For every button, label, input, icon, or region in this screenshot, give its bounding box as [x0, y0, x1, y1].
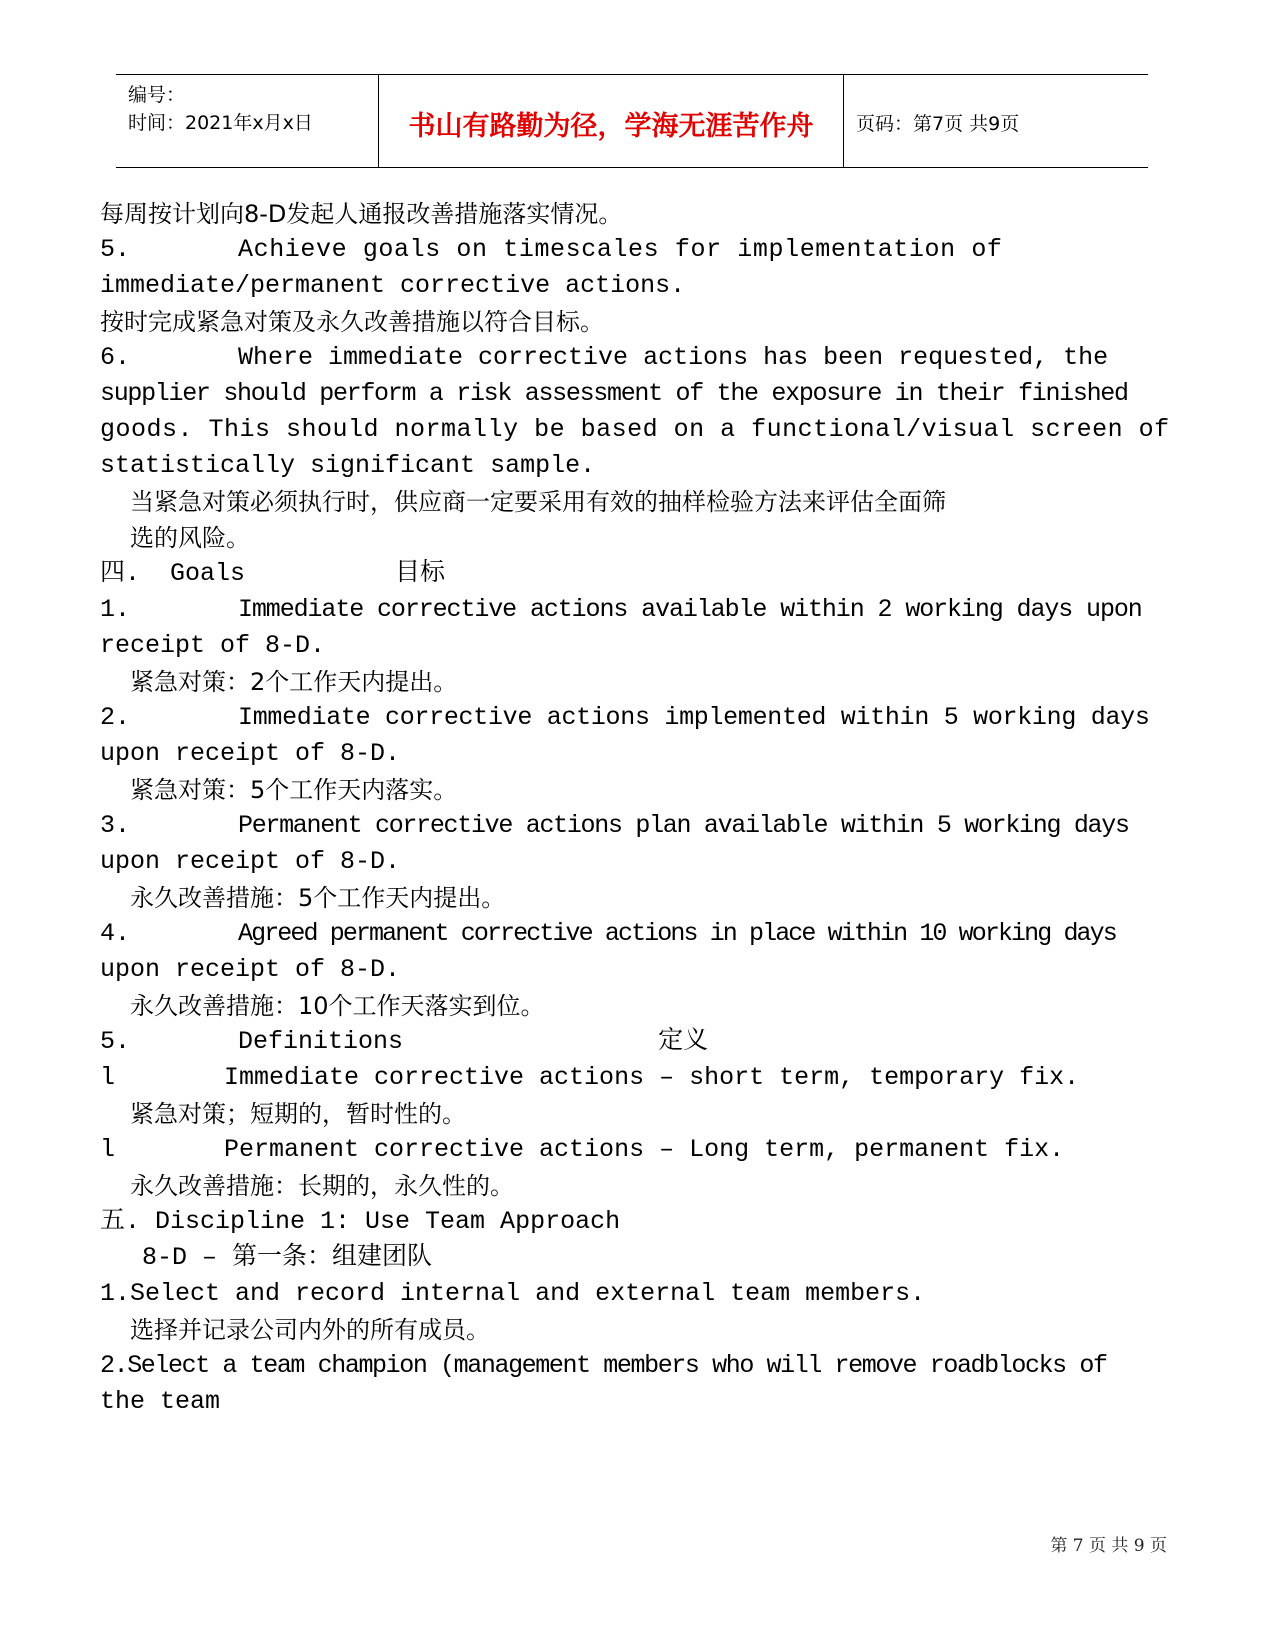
body-line: 1. Immediate corrective actions available within 2 working days upon [100, 595, 1142, 624]
section-heading-definitions: 5. Definitions 定义 [100, 1027, 709, 1056]
document-time-label: 时间：2021年x月x日 [128, 112, 313, 134]
body-line: 选择并记录公司内外的所有成员。 [130, 1316, 490, 1344]
body-line: 4. Agreed permanent corrective actions in place within 10 working days [100, 919, 1116, 948]
header-cell-info [116, 75, 379, 167]
body-line: 紧急对策：2个工作天内提出。 [130, 668, 458, 696]
body-line: 当紧急对策必须执行时，供应商一定要采用有效的抽样检验方法来评估全面筛 [130, 488, 946, 516]
body-line: 1.Select and record internal and external team members. [100, 1279, 926, 1308]
body-line: 选的风险。 [130, 524, 250, 552]
document-header [116, 74, 1148, 168]
header-cell-motto [379, 75, 844, 167]
page-footer: 第 7 页 共 9 页 [1050, 1536, 1167, 1556]
body-line: upon receipt of 8-D. [100, 955, 401, 984]
section-heading-goals: 四. Goals 目标 [100, 559, 446, 588]
body-line: 6. Where immediate corrective actions has been requested, the [100, 343, 1109, 372]
body-line: l Immediate corrective actions – short term, temporary fix. [100, 1063, 1080, 1092]
body-line: 紧急对策；短期的，暂时性的。 [130, 1100, 466, 1128]
body-line: 永久改善措施：长期的，永久性的。 [130, 1172, 514, 1200]
body-line: receipt of 8-D. [100, 631, 326, 660]
body-line: 2.Select a team champion (management members who will remove roadblocks of [100, 1351, 1107, 1380]
body-line: 每周按计划向8-D发起人通报改善措施落实情况。 [100, 200, 623, 228]
body-line: 按时完成紧急对策及永久改善措施以符合目标。 [100, 308, 604, 336]
header-page-label: 页码：第7页 共9页 [856, 113, 1020, 135]
body-line: 8-D – 第一条：组建团队 [142, 1243, 433, 1272]
body-line: upon receipt of 8-D. [100, 739, 401, 768]
document-number-label: 编号： [128, 84, 186, 106]
body-line: supplier should perform a risk assessment of the exposure in their finished [100, 379, 1128, 408]
body-line: l Permanent corrective actions – Long term, permanent fix. [100, 1135, 1065, 1164]
section-heading-discipline-1: 五. Discipline 1: Use Team Approach [100, 1207, 621, 1236]
body-line: upon receipt of 8-D. [100, 847, 401, 876]
body-line: statistically significant sample. [100, 451, 596, 480]
body-line: immediate/permanent corrective actions. [100, 271, 686, 300]
body-line: 3. Permanent corrective actions plan available within 5 working days [100, 811, 1129, 840]
body-line: the team [100, 1387, 221, 1416]
body-line: 永久改善措施：10个工作天落实到位。 [130, 992, 545, 1020]
header-cell-page [844, 75, 1148, 167]
body-line: 永久改善措施：5个工作天内提出。 [130, 884, 506, 912]
body-line: 2. Immediate corrective actions implemented within 5 working days [100, 703, 1150, 732]
body-line: goods. This should normally be based on a functional/visual screen of [100, 415, 1170, 444]
body-line: 紧急对策：5个工作天内落实。 [130, 776, 458, 804]
body-line: 5. Achieve goals on timescales for implementation of [100, 235, 1003, 264]
header-motto: 书山有路勤为径，学海无涯苦作舟 [408, 111, 814, 142]
